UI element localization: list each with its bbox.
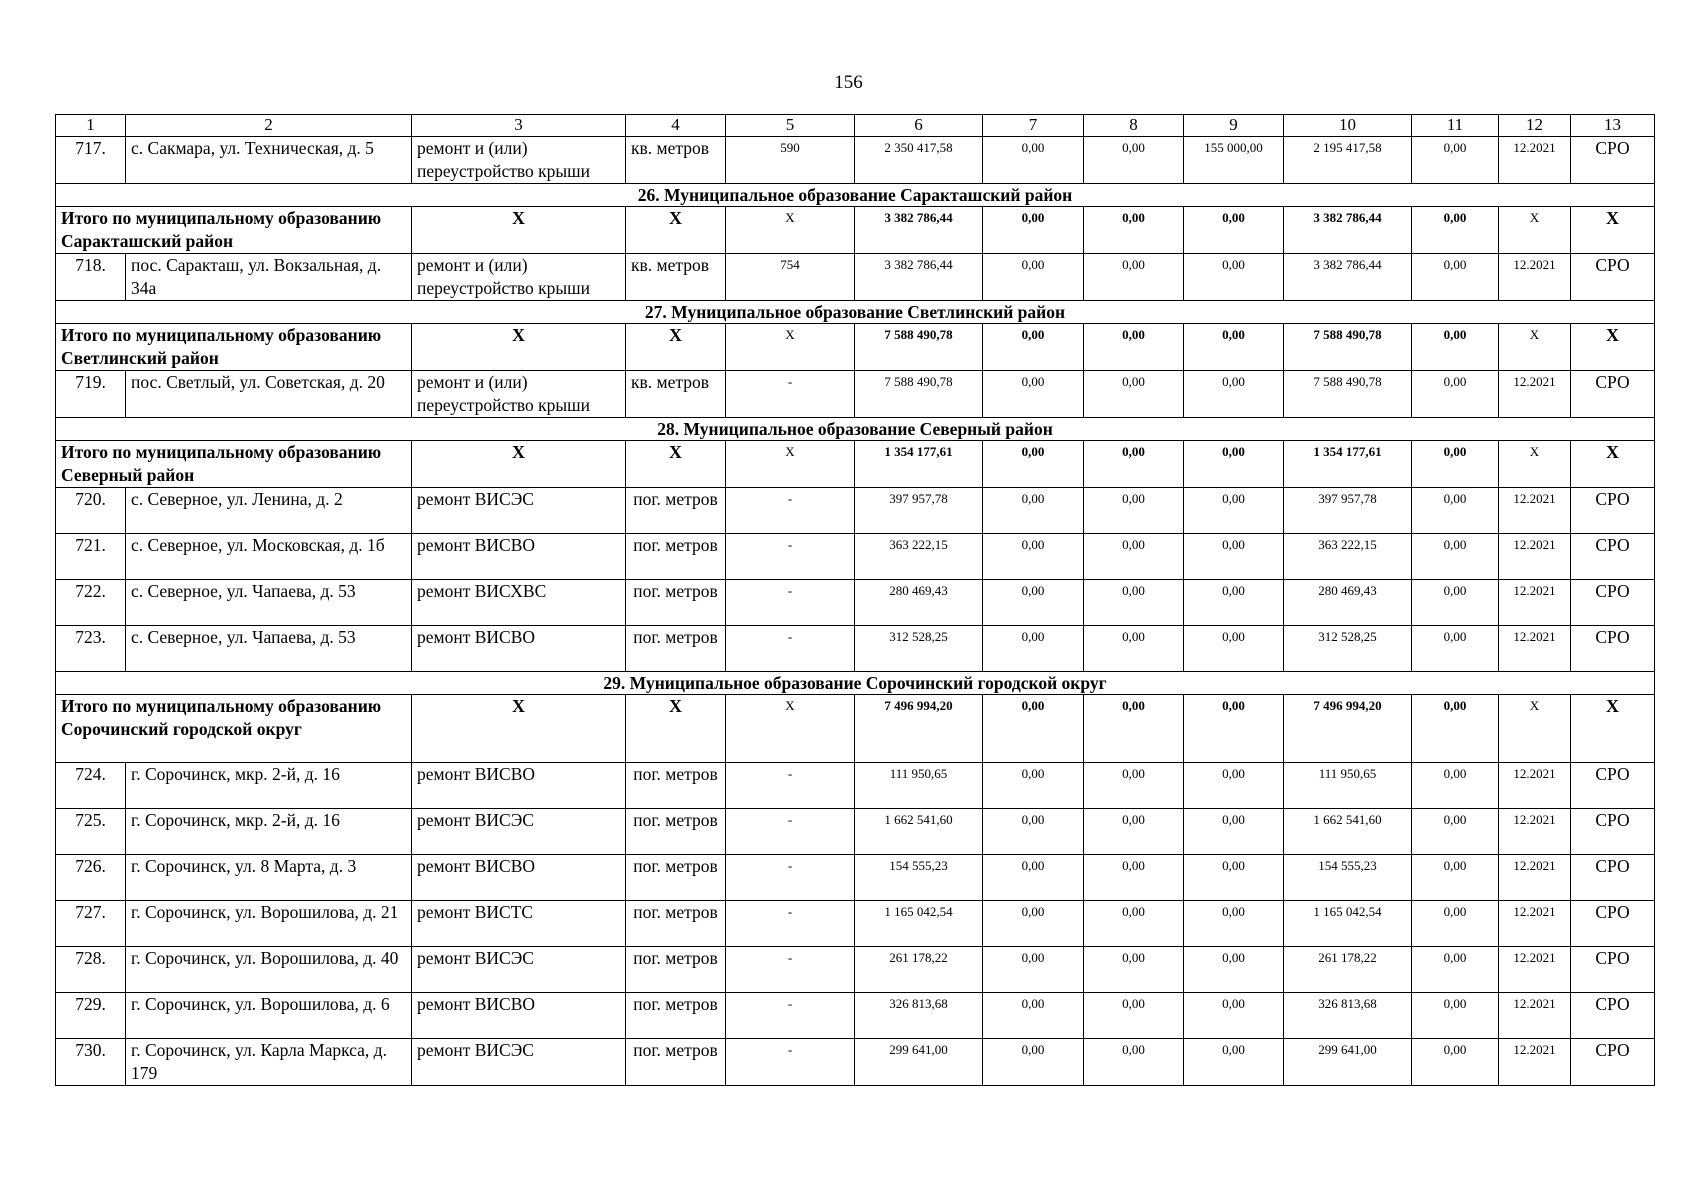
address-cell: пос. Светлый, ул. Советская, д. 20 <box>126 371 412 418</box>
local-budget-cell: 0,00 <box>1184 901 1284 947</box>
regional-budget-cell: 0,00 <box>1084 763 1184 809</box>
total-cost-cell: 7 588 490,78 <box>855 324 983 371</box>
method-cell: СРО <box>1571 254 1655 301</box>
work-type-cell: ремонт ВИСВО <box>412 855 626 901</box>
row-number: 719. <box>56 371 126 418</box>
owners-funds-cell: 3 382 786,44 <box>1284 207 1412 254</box>
row-number: 730. <box>56 1039 126 1086</box>
regional-budget-cell: 0,00 <box>1084 626 1184 672</box>
deadline-cell: Х <box>1499 207 1571 254</box>
total-label: Итого по муниципальному образованию Саракташский район <box>56 207 412 254</box>
local-budget-cell: 0,00 <box>1184 371 1284 418</box>
header-cell: 3 <box>412 115 626 137</box>
owners-funds-cell: 3 382 786,44 <box>1284 254 1412 301</box>
owners-funds-cell: 7 588 490,78 <box>1284 324 1412 371</box>
unit-cell: пог. метров <box>626 488 726 534</box>
quantity-cell: - <box>726 488 855 534</box>
other-cell: 0,00 <box>1412 901 1499 947</box>
work-type-cell: ремонт ВИСВО <box>412 993 626 1039</box>
quantity-cell: - <box>726 855 855 901</box>
quantity-cell: - <box>726 1039 855 1086</box>
method-cell: Х <box>1571 324 1655 371</box>
address-cell: г. Сорочинск, мкр. 2-й, д. 16 <box>126 809 412 855</box>
row-number: 728. <box>56 947 126 993</box>
section-title: 29. Муниципальное образование Сорочинский городской округ <box>56 672 1655 695</box>
row-number: 721. <box>56 534 126 580</box>
quantity-cell: 590 <box>726 137 855 184</box>
header-cell: 6 <box>855 115 983 137</box>
quantity-cell: - <box>726 993 855 1039</box>
unit-cell: Х <box>626 207 726 254</box>
total-cost-cell: 111 950,65 <box>855 763 983 809</box>
work-type-cell: Х <box>412 695 626 763</box>
method-cell: СРО <box>1571 137 1655 184</box>
method-cell: СРО <box>1571 947 1655 993</box>
header-cell: 10 <box>1284 115 1412 137</box>
method-cell: СРО <box>1571 993 1655 1039</box>
quantity-cell: - <box>726 580 855 626</box>
unit-cell: Х <box>626 695 726 763</box>
unit-cell: пог. метров <box>626 1039 726 1086</box>
total-label: Итого по муниципальному образованию Сорочинский городской округ <box>56 695 412 763</box>
quantity-cell: Х <box>726 695 855 763</box>
address-cell: г. Сорочинск, мкр. 2-й, д. 16 <box>126 763 412 809</box>
fund-cell: 0,00 <box>983 324 1084 371</box>
row-number: 729. <box>56 993 126 1039</box>
quantity-cell: 754 <box>726 254 855 301</box>
deadline-cell: Х <box>1499 695 1571 763</box>
local-budget-cell: 0,00 <box>1184 441 1284 488</box>
fund-cell: 0,00 <box>983 1039 1084 1086</box>
other-cell: 0,00 <box>1412 626 1499 672</box>
other-cell: 0,00 <box>1412 809 1499 855</box>
fund-cell: 0,00 <box>983 441 1084 488</box>
deadline-cell: Х <box>1499 441 1571 488</box>
table-row <box>56 580 1655 626</box>
total-row <box>56 324 1655 371</box>
quantity-cell: - <box>726 534 855 580</box>
quantity-cell: - <box>726 809 855 855</box>
other-cell: 0,00 <box>1412 1039 1499 1086</box>
address-cell: с. Северное, ул. Ленина, д. 2 <box>126 488 412 534</box>
unit-cell: пог. метров <box>626 855 726 901</box>
deadline-cell: 12.2021 <box>1499 809 1571 855</box>
other-cell: 0,00 <box>1412 441 1499 488</box>
work-type-cell: Х <box>412 207 626 254</box>
owners-funds-cell: 7 496 994,20 <box>1284 695 1412 763</box>
deadline-cell: 12.2021 <box>1499 254 1571 301</box>
unit-cell: пог. метров <box>626 580 726 626</box>
total-row <box>56 207 1655 254</box>
section-title: 26. Муниципальное образование Саракташский район <box>56 184 1655 207</box>
local-budget-cell: 0,00 <box>1184 626 1284 672</box>
regional-budget-cell: 0,00 <box>1084 534 1184 580</box>
table-row <box>56 626 1655 672</box>
local-budget-cell: 0,00 <box>1184 855 1284 901</box>
unit-cell: пог. метров <box>626 947 726 993</box>
local-budget-cell: 0,00 <box>1184 324 1284 371</box>
total-cost-cell: 2 350 417,58 <box>855 137 983 184</box>
work-type-cell: ремонт ВИСТС <box>412 901 626 947</box>
address-cell: с. Северное, ул. Чапаева, д. 53 <box>126 580 412 626</box>
header-cell: 12 <box>1499 115 1571 137</box>
regional-budget-cell: 0,00 <box>1084 1039 1184 1086</box>
other-cell: 0,00 <box>1412 488 1499 534</box>
total-cost-cell: 312 528,25 <box>855 626 983 672</box>
unit-cell: пог. метров <box>626 534 726 580</box>
address-cell: с. Северное, ул. Московская, д. 1б <box>126 534 412 580</box>
method-cell: СРО <box>1571 534 1655 580</box>
other-cell: 0,00 <box>1412 695 1499 763</box>
address-cell: г. Сорочинск, ул. Ворошилова, д. 6 <box>126 993 412 1039</box>
table-row <box>56 371 1655 418</box>
page-number: 156 <box>834 72 863 93</box>
quantity-cell: - <box>726 901 855 947</box>
owners-funds-cell: 299 641,00 <box>1284 1039 1412 1086</box>
regional-budget-cell: 0,00 <box>1084 488 1184 534</box>
other-cell: 0,00 <box>1412 137 1499 184</box>
local-budget-cell: 0,00 <box>1184 763 1284 809</box>
regional-budget-cell: 0,00 <box>1084 441 1184 488</box>
total-cost-cell: 7 496 994,20 <box>855 695 983 763</box>
other-cell: 0,00 <box>1412 763 1499 809</box>
header-cell: 8 <box>1084 115 1184 137</box>
table-row <box>56 1039 1655 1086</box>
total-row <box>56 441 1655 488</box>
table-row <box>56 254 1655 301</box>
table-row <box>56 763 1655 809</box>
owners-funds-cell: 363 222,15 <box>1284 534 1412 580</box>
header-cell: 9 <box>1184 115 1284 137</box>
method-cell: СРО <box>1571 1039 1655 1086</box>
table-row <box>56 534 1655 580</box>
unit-cell: Х <box>626 441 726 488</box>
work-type-cell: ремонт ВИСЭС <box>412 488 626 534</box>
section-header-row <box>56 301 1655 324</box>
method-cell: Х <box>1571 207 1655 254</box>
regional-budget-cell: 0,00 <box>1084 695 1184 763</box>
deadline-cell: 12.2021 <box>1499 137 1571 184</box>
regional-budget-cell: 0,00 <box>1084 371 1184 418</box>
quantity-cell: - <box>726 947 855 993</box>
address-cell: г. Сорочинск, ул. 8 Марта, д. 3 <box>126 855 412 901</box>
work-type-cell: ремонт ВИСЭС <box>412 947 626 993</box>
local-budget-cell: 0,00 <box>1184 809 1284 855</box>
capital-repair-table <box>55 114 1655 1086</box>
local-budget-cell: 0,00 <box>1184 534 1284 580</box>
unit-cell: кв. метров <box>626 137 726 184</box>
deadline-cell: 12.2021 <box>1499 763 1571 809</box>
method-cell: СРО <box>1571 626 1655 672</box>
deadline-cell: Х <box>1499 324 1571 371</box>
deadline-cell: 12.2021 <box>1499 947 1571 993</box>
address-cell: с. Сакмара, ул. Техническая, д. 5 <box>126 137 412 184</box>
fund-cell: 0,00 <box>983 488 1084 534</box>
deadline-cell: 12.2021 <box>1499 855 1571 901</box>
deadline-cell: 12.2021 <box>1499 534 1571 580</box>
method-cell: СРО <box>1571 855 1655 901</box>
total-cost-cell: 154 555,23 <box>855 855 983 901</box>
header-cell: 13 <box>1571 115 1655 137</box>
table-row <box>56 809 1655 855</box>
owners-funds-cell: 7 588 490,78 <box>1284 371 1412 418</box>
work-type-cell: Х <box>412 324 626 371</box>
other-cell: 0,00 <box>1412 855 1499 901</box>
owners-funds-cell: 111 950,65 <box>1284 763 1412 809</box>
work-type-cell: ремонт ВИСХВС <box>412 580 626 626</box>
quantity-cell: - <box>726 763 855 809</box>
address-cell: г. Сорочинск, ул. Карла Маркса, д. 179 <box>126 1039 412 1086</box>
deadline-cell: 12.2021 <box>1499 1039 1571 1086</box>
method-cell: СРО <box>1571 901 1655 947</box>
total-row <box>56 695 1655 763</box>
work-type-cell: ремонт ВИСВО <box>412 626 626 672</box>
work-type-cell: ремонт ВИСЭС <box>412 809 626 855</box>
local-budget-cell: 0,00 <box>1184 993 1284 1039</box>
fund-cell: 0,00 <box>983 809 1084 855</box>
other-cell: 0,00 <box>1412 993 1499 1039</box>
owners-funds-cell: 261 178,22 <box>1284 947 1412 993</box>
owners-funds-cell: 397 957,78 <box>1284 488 1412 534</box>
total-cost-cell: 7 588 490,78 <box>855 371 983 418</box>
header-cell: 4 <box>626 115 726 137</box>
unit-cell: кв. метров <box>626 371 726 418</box>
total-cost-cell: 1 662 541,60 <box>855 809 983 855</box>
row-number: 723. <box>56 626 126 672</box>
deadline-cell: 12.2021 <box>1499 371 1571 418</box>
row-number: 727. <box>56 901 126 947</box>
table-row <box>56 947 1655 993</box>
other-cell: 0,00 <box>1412 207 1499 254</box>
deadline-cell: 12.2021 <box>1499 626 1571 672</box>
other-cell: 0,00 <box>1412 254 1499 301</box>
regional-budget-cell: 0,00 <box>1084 254 1184 301</box>
total-cost-cell: 1 165 042,54 <box>855 901 983 947</box>
method-cell: Х <box>1571 695 1655 763</box>
regional-budget-cell: 0,00 <box>1084 207 1184 254</box>
regional-budget-cell: 0,00 <box>1084 580 1184 626</box>
work-type-cell: Х <box>412 441 626 488</box>
deadline-cell: 12.2021 <box>1499 488 1571 534</box>
other-cell: 0,00 <box>1412 371 1499 418</box>
work-type-cell: ремонт и (или) переустройство крыши <box>412 137 626 184</box>
header-cell: 5 <box>726 115 855 137</box>
total-cost-cell: 3 382 786,44 <box>855 207 983 254</box>
total-label: Итого по муниципальному образованию Северный район <box>56 441 412 488</box>
work-type-cell: ремонт ВИСВО <box>412 763 626 809</box>
work-type-cell: ремонт ВИСЭС <box>412 1039 626 1086</box>
owners-funds-cell: 154 555,23 <box>1284 855 1412 901</box>
fund-cell: 0,00 <box>983 580 1084 626</box>
section-header-row <box>56 184 1655 207</box>
table-row <box>56 488 1655 534</box>
quantity-cell: - <box>726 626 855 672</box>
fund-cell: 0,00 <box>983 534 1084 580</box>
row-number: 725. <box>56 809 126 855</box>
regional-budget-cell: 0,00 <box>1084 947 1184 993</box>
fund-cell: 0,00 <box>983 137 1084 184</box>
owners-funds-cell: 280 469,43 <box>1284 580 1412 626</box>
address-cell: с. Северное, ул. Чапаева, д. 53 <box>126 626 412 672</box>
regional-budget-cell: 0,00 <box>1084 993 1184 1039</box>
table-row <box>56 137 1655 184</box>
fund-cell: 0,00 <box>983 626 1084 672</box>
fund-cell: 0,00 <box>983 947 1084 993</box>
total-cost-cell: 299 641,00 <box>855 1039 983 1086</box>
fund-cell: 0,00 <box>983 763 1084 809</box>
regional-budget-cell: 0,00 <box>1084 855 1184 901</box>
section-title: 27. Муниципальное образование Светлинский район <box>56 301 1655 324</box>
section-header-row <box>56 672 1655 695</box>
local-budget-cell: 0,00 <box>1184 695 1284 763</box>
unit-cell: пог. метров <box>626 901 726 947</box>
row-number: 720. <box>56 488 126 534</box>
unit-cell: пог. метров <box>626 626 726 672</box>
row-number: 724. <box>56 763 126 809</box>
local-budget-cell: 0,00 <box>1184 1039 1284 1086</box>
total-cost-cell: 326 813,68 <box>855 993 983 1039</box>
section-title: 28. Муниципальное образование Северный район <box>56 418 1655 441</box>
section-header-row <box>56 418 1655 441</box>
regional-budget-cell: 0,00 <box>1084 137 1184 184</box>
row-number: 718. <box>56 254 126 301</box>
fund-cell: 0,00 <box>983 371 1084 418</box>
header-cell: 7 <box>983 115 1084 137</box>
unit-cell: пог. метров <box>626 993 726 1039</box>
address-cell: г. Сорочинск, ул. Ворошилова, д. 40 <box>126 947 412 993</box>
deadline-cell: 12.2021 <box>1499 580 1571 626</box>
other-cell: 0,00 <box>1412 947 1499 993</box>
local-budget-cell: 0,00 <box>1184 207 1284 254</box>
fund-cell: 0,00 <box>983 254 1084 301</box>
method-cell: СРО <box>1571 371 1655 418</box>
total-cost-cell: 397 957,78 <box>855 488 983 534</box>
owners-funds-cell: 1 354 177,61 <box>1284 441 1412 488</box>
work-type-cell: ремонт и (или) переустройство крыши <box>412 254 626 301</box>
regional-budget-cell: 0,00 <box>1084 809 1184 855</box>
work-type-cell: ремонт ВИСВО <box>412 534 626 580</box>
unit-cell: кв. метров <box>626 254 726 301</box>
table-row <box>56 993 1655 1039</box>
address-cell: г. Сорочинск, ул. Ворошилова, д. 21 <box>126 901 412 947</box>
row-number: 717. <box>56 137 126 184</box>
unit-cell: пог. метров <box>626 763 726 809</box>
fund-cell: 0,00 <box>983 695 1084 763</box>
regional-budget-cell: 0,00 <box>1084 324 1184 371</box>
table-row <box>56 901 1655 947</box>
unit-cell: пог. метров <box>626 809 726 855</box>
owners-funds-cell: 2 195 417,58 <box>1284 137 1412 184</box>
total-cost-cell: 1 354 177,61 <box>855 441 983 488</box>
header-cell: 11 <box>1412 115 1499 137</box>
regional-budget-cell: 0,00 <box>1084 901 1184 947</box>
owners-funds-cell: 312 528,25 <box>1284 626 1412 672</box>
row-number: 722. <box>56 580 126 626</box>
total-cost-cell: 363 222,15 <box>855 534 983 580</box>
method-cell: СРО <box>1571 580 1655 626</box>
quantity-cell: - <box>726 371 855 418</box>
owners-funds-cell: 1 662 541,60 <box>1284 809 1412 855</box>
local-budget-cell: 0,00 <box>1184 947 1284 993</box>
work-type-cell: ремонт и (или) переустройство крыши <box>412 371 626 418</box>
other-cell: 0,00 <box>1412 324 1499 371</box>
other-cell: 0,00 <box>1412 534 1499 580</box>
fund-cell: 0,00 <box>983 993 1084 1039</box>
total-cost-cell: 3 382 786,44 <box>855 254 983 301</box>
deadline-cell: 12.2021 <box>1499 901 1571 947</box>
header-cell: 1 <box>56 115 126 137</box>
fund-cell: 0,00 <box>983 207 1084 254</box>
table-row <box>56 855 1655 901</box>
local-budget-cell: 0,00 <box>1184 488 1284 534</box>
method-cell: Х <box>1571 441 1655 488</box>
method-cell: СРО <box>1571 809 1655 855</box>
quantity-cell: Х <box>726 441 855 488</box>
method-cell: СРО <box>1571 488 1655 534</box>
quantity-cell: Х <box>726 324 855 371</box>
owners-funds-cell: 1 165 042,54 <box>1284 901 1412 947</box>
method-cell: СРО <box>1571 763 1655 809</box>
total-cost-cell: 261 178,22 <box>855 947 983 993</box>
local-budget-cell: 0,00 <box>1184 580 1284 626</box>
quantity-cell: Х <box>726 207 855 254</box>
row-number: 726. <box>56 855 126 901</box>
address-cell: пос. Саракташ, ул. Вокзальная, д. 34а <box>126 254 412 301</box>
total-label: Итого по муниципальному образованию Светлинский район <box>56 324 412 371</box>
fund-cell: 0,00 <box>983 901 1084 947</box>
owners-funds-cell: 326 813,68 <box>1284 993 1412 1039</box>
fund-cell: 0,00 <box>983 855 1084 901</box>
other-cell: 0,00 <box>1412 580 1499 626</box>
column-number-header <box>56 115 1655 137</box>
local-budget-cell: 0,00 <box>1184 254 1284 301</box>
local-budget-cell: 155 000,00 <box>1184 137 1284 184</box>
total-cost-cell: 280 469,43 <box>855 580 983 626</box>
deadline-cell: 12.2021 <box>1499 993 1571 1039</box>
table-body <box>56 115 1655 1086</box>
unit-cell: Х <box>626 324 726 371</box>
header-cell: 2 <box>126 115 412 137</box>
